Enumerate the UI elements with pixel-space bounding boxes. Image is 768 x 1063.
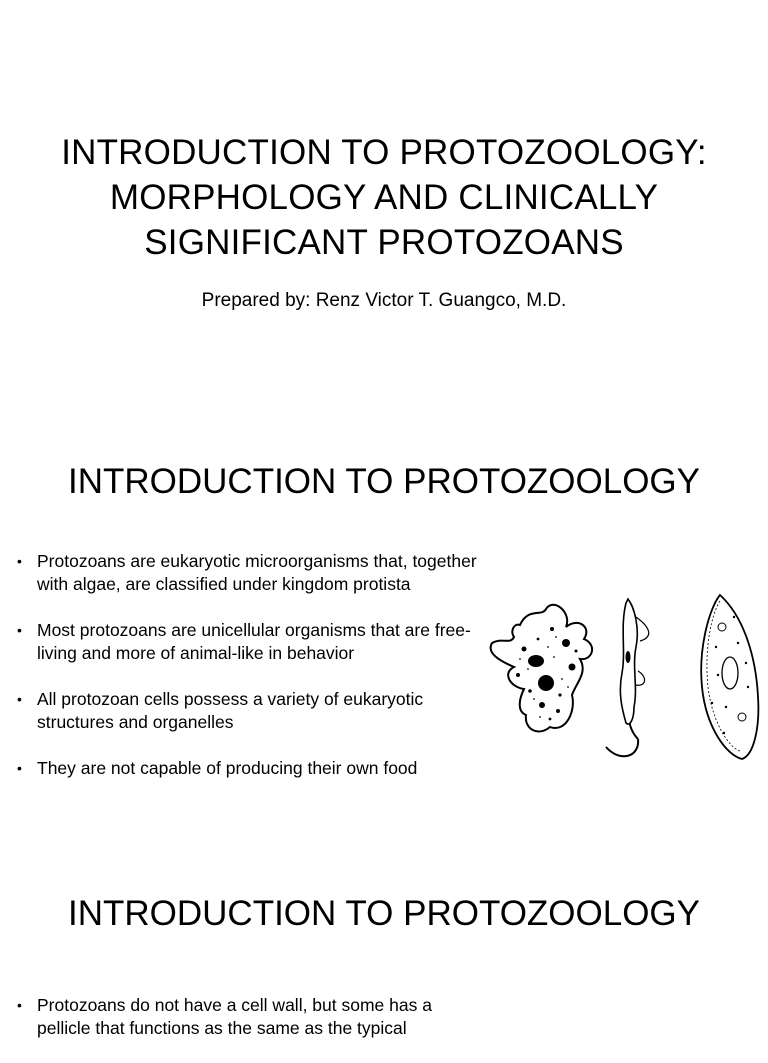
title-line: SIGNIFICANT PROTOZOANS [144,223,624,262]
title-line: MORPHOLOGY AND CLINICALLY [109,178,659,217]
list-item [15,619,485,665]
bullet-icon: • [17,553,22,569]
list-item [15,550,485,596]
protozoa-illustration [480,587,768,767]
bullet-text: Most protozoans are unicellular organisms that are free-living and more of animal-like in behavior [37,620,471,663]
bullet-icon: • [17,997,22,1013]
slide-title [0,0,768,432]
bullet-text: They are not capable of producing their own food [37,758,418,778]
bullet-text: Protozoans are eukaryotic microorganisms that, together with algae, are classified under kingdom protista [37,551,477,594]
bullet-icon: • [17,622,22,638]
slide-introduction-cont [0,864,768,1038]
bullet-list [15,550,485,803]
slide-introduction [0,432,768,864]
bullet-text: Protozoans do not have a cell wall, but some has a pellicle that functions as the same as the typical [37,995,432,1038]
page-title [0,130,768,265]
list-item [15,688,485,734]
trypanosome-icon [606,599,649,756]
list-item [15,757,485,780]
bullet-icon: • [17,760,22,776]
slide-heading: INTRODUCTION TO PROTOZOOLOGY [68,894,700,933]
amoeba-icon [491,605,593,732]
author-line: Prepared by: Renz Victor T. Guangco, M.D. [201,290,567,311]
slide-heading: INTRODUCTION TO PROTOZOOLOGY [68,462,700,501]
list-item [15,994,485,1040]
paramecium-icon [701,595,758,759]
bullet-text: All protozoan cells possess a variety of eukaryotic structures and organelles [37,689,424,732]
title-line: INTRODUCTION TO PROTOZOOLOGY: [61,133,707,172]
bullet-list [15,994,485,1063]
bullet-icon: • [17,691,22,707]
